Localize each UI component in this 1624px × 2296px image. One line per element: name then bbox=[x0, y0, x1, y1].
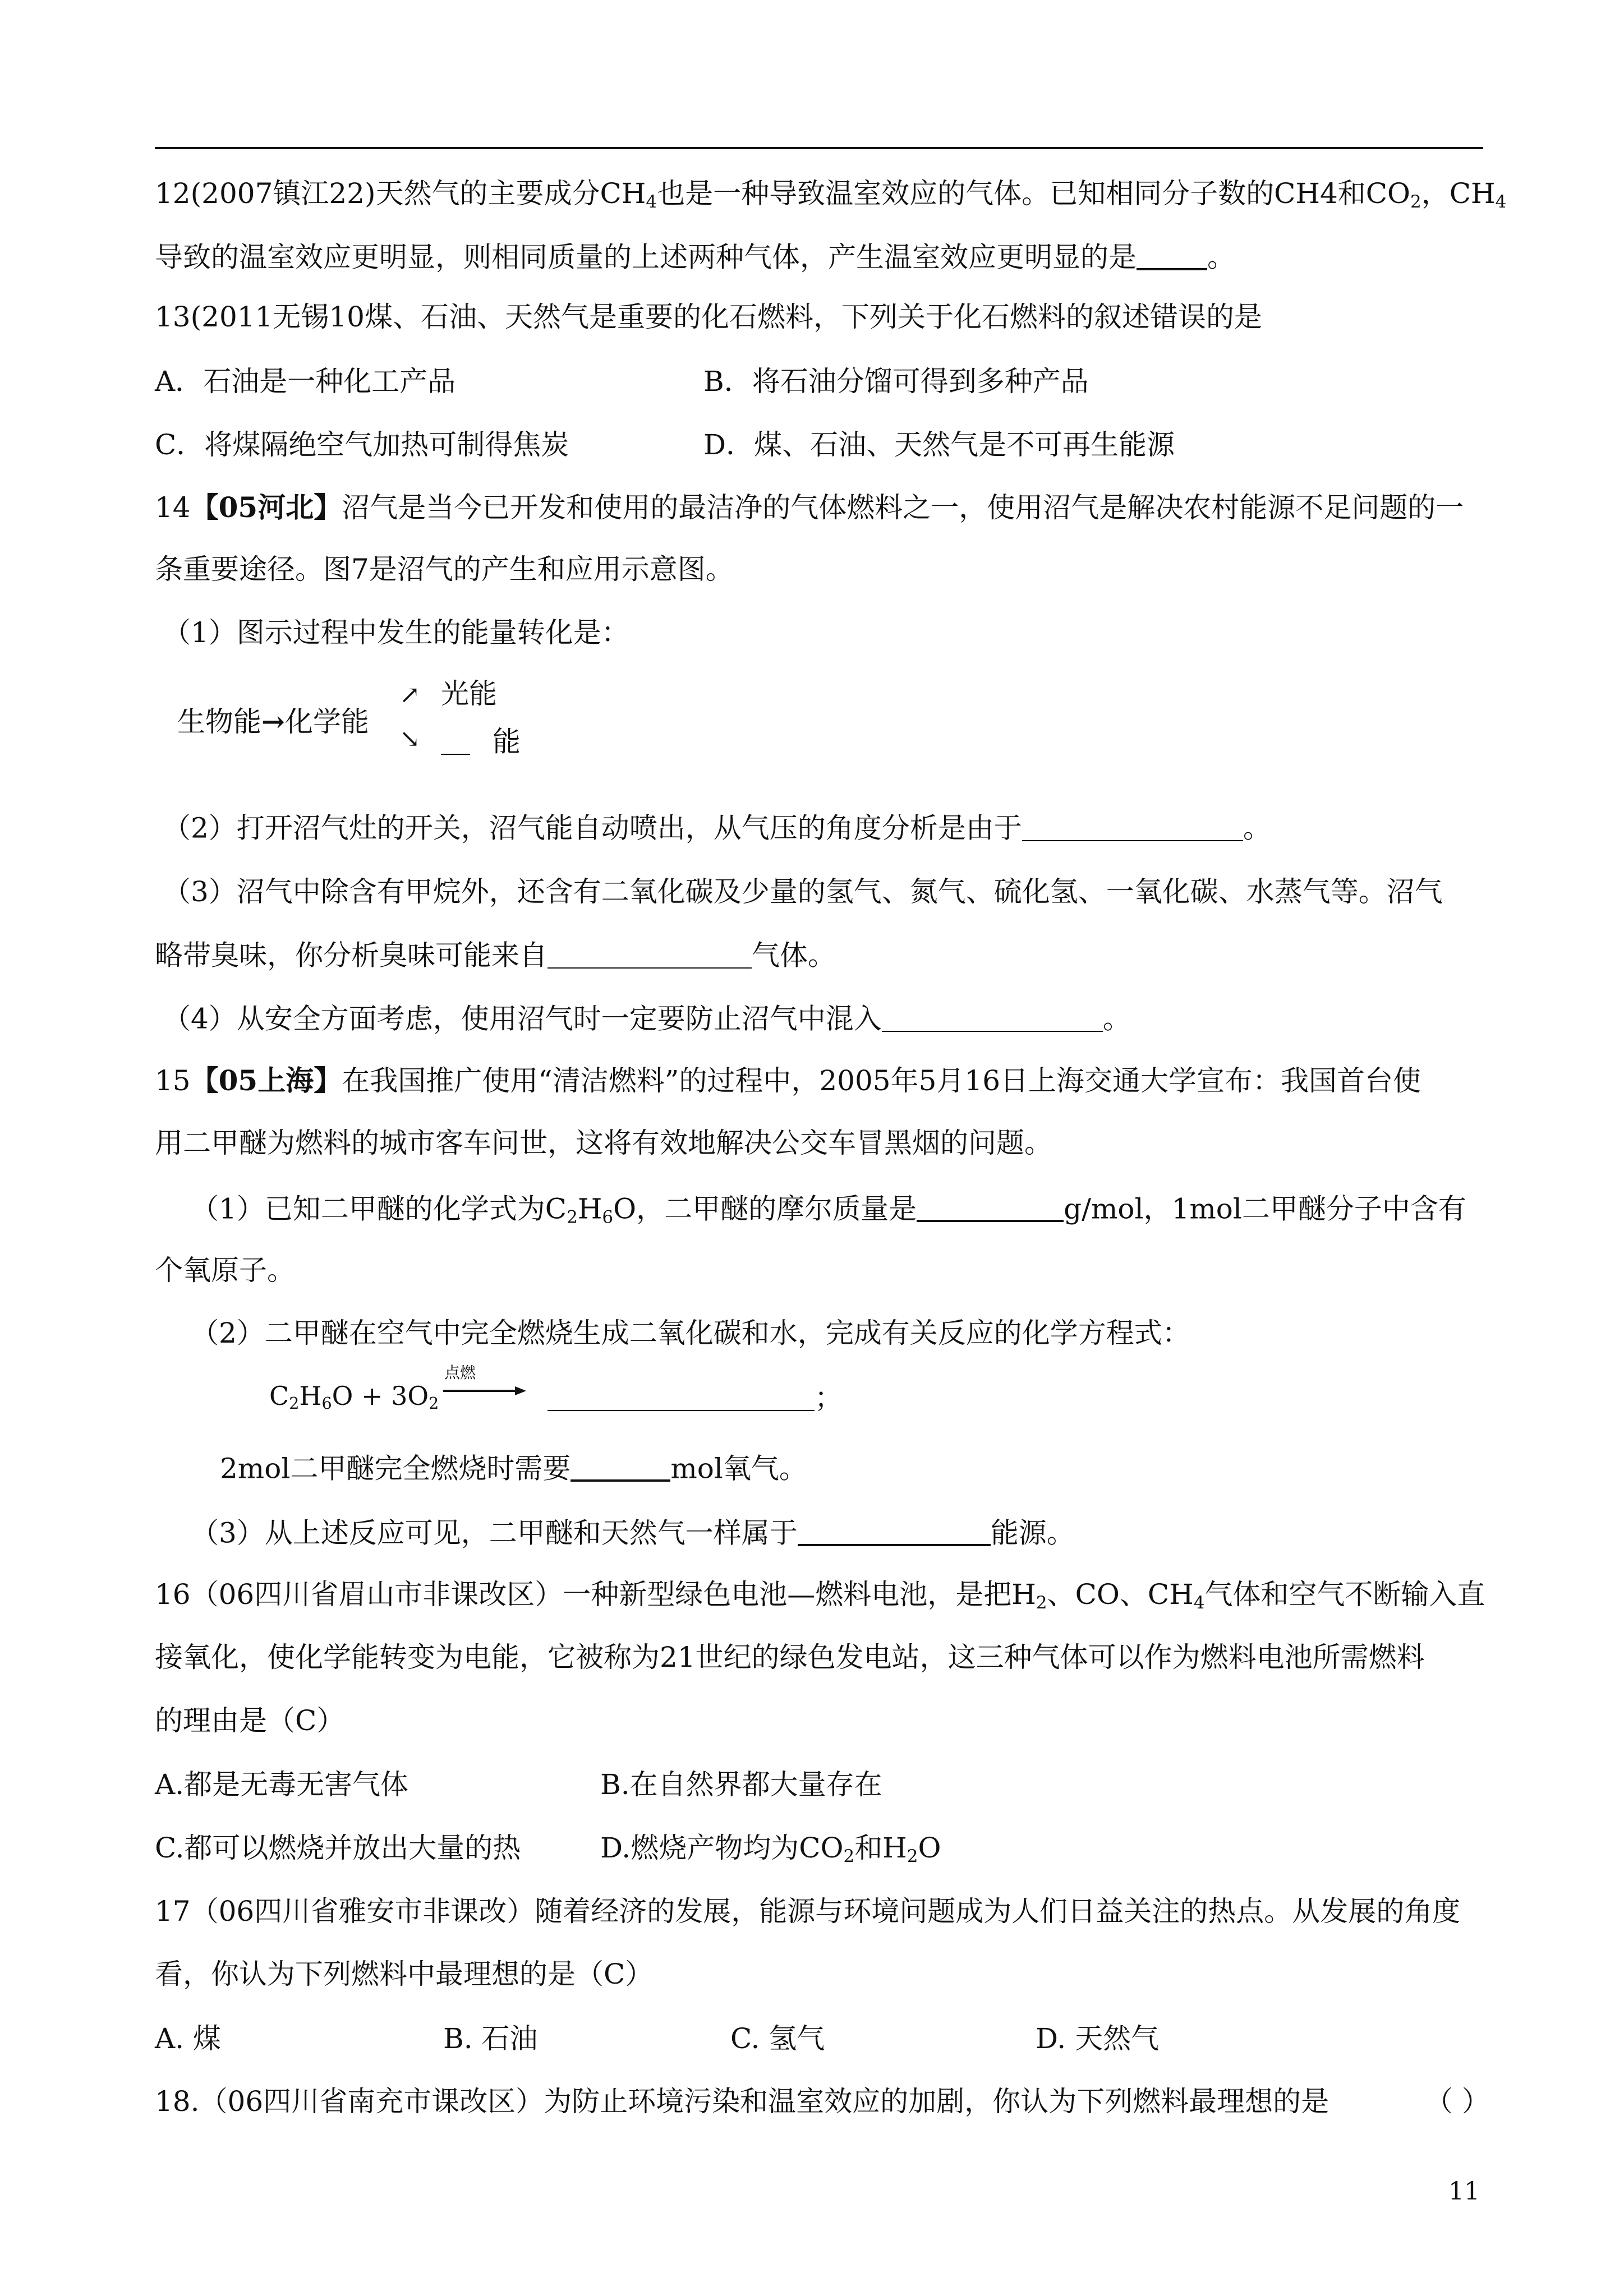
reaction-arrow-icon bbox=[443, 1384, 526, 1398]
answer-blank[interactable] bbox=[798, 1517, 991, 1546]
q17-option-c: C. 氢气 bbox=[730, 2022, 825, 2055]
q17-option-d: D. 天然气 bbox=[1036, 2022, 1160, 2055]
down-right-arrow-icon: ↘ bbox=[399, 725, 420, 753]
q16-option-c: C.都可以燃烧并放出大量的热 bbox=[155, 1832, 521, 1864]
q17-option-b: B. 石油 bbox=[443, 2022, 538, 2055]
q15-source: 【05上海】 bbox=[190, 1064, 342, 1097]
q14-part-4: （4）从安全方面考虑，使用沼气时一定要防止沼气中混入 。 bbox=[163, 1002, 1131, 1035]
q18-answer-bracket: （ ） bbox=[1425, 2085, 1490, 2118]
answer-blank[interactable] bbox=[882, 1004, 1103, 1032]
answer-blank[interactable] bbox=[1022, 813, 1243, 841]
reaction-condition: 点燃 bbox=[444, 1363, 476, 1382]
answer-blank[interactable] bbox=[548, 1383, 815, 1411]
energy-chemical: 化学能 bbox=[284, 706, 369, 738]
q16-line-1: 16（06四川省眉山市非课改区）一种新型绿色电池—燃料电池，是把$H_2$、CO、$CH_4$气体和空气不断输入直 bbox=[155, 1578, 1485, 1613]
q15-part-3: （3）从上述反应可见，二甲醚和天然气一样属于 能源。 bbox=[191, 1516, 1075, 1550]
energy-other: 能 bbox=[441, 727, 521, 756]
answer-blank[interactable] bbox=[1137, 241, 1207, 270]
q12-line-1: 12(2007镇江22)天然气的主要成分$CH_4$也是一种导致温室效应的气体。已知相同分子数的CH4和$CO_2$，$CH_4$ bbox=[155, 177, 1507, 212]
q15-line-1: 15【05上海】在我国推广使用“清洁燃料”的过程中，2005年5月16日上海交通大学宣布：我国首台使 bbox=[155, 1064, 1421, 1097]
q14-part-1: （1）图示过程中发生的能量转化是： bbox=[163, 616, 629, 649]
q15-part-2-cont: 2mol二甲醚完全燃烧时需要 mol氧气。 bbox=[220, 1452, 807, 1485]
q14-line-2: 条重要途径。图7是沼气的产生和应用示意图。 bbox=[155, 553, 734, 585]
q17-option-a: A. 煤 bbox=[155, 2022, 221, 2055]
q16-line-3: 的理由是（C） bbox=[155, 1704, 345, 1737]
q18-stem: 18.（06四川省南充市课改区）为防止环境污染和温室效应的加剧，你认为下列燃料最理想的是 bbox=[155, 2085, 1329, 2118]
q14-part-3: （3）沼气中除含有甲烷外，还含有二氧化碳及少量的氢气、氮气、硫化氢、一氧化碳、水蒸气等。沼气 bbox=[163, 875, 1443, 908]
q16-option-d: D.燃烧产物均为$CO_2$和$H_2O$ bbox=[600, 1832, 941, 1866]
q13-option-c: C．将煤隔绝空气加热可制得焦炭 bbox=[155, 428, 569, 461]
q13-option-a: A．石油是一种化工产品 bbox=[155, 365, 456, 398]
q14-line-1: 14【05河北】沼气是当今已开发和使用的最洁净的气体燃料之一，使用沼气是解决农村能源不足问题的一 bbox=[155, 491, 1464, 524]
q16-option-a: A.都是无毒无害气体 bbox=[155, 1768, 409, 1801]
answer-blank[interactable] bbox=[571, 1453, 670, 1482]
q16-option-b: B.在自然界都大量存在 bbox=[600, 1768, 882, 1801]
header-rule bbox=[155, 147, 1483, 149]
answer-blank[interactable] bbox=[441, 727, 470, 755]
q13-stem: 13(2011无锡10煤、石油、天然气是重要的化石燃料，下列关于化石燃料的叙述错误的是 bbox=[155, 301, 1262, 333]
q14-part-2: （2）打开沼气灶的开关，沼气能自动喷出，从气压的角度分析是由于 。 bbox=[163, 812, 1271, 845]
q13-option-b: B．将石油分馏可得到多种产品 bbox=[703, 365, 1089, 398]
q15-part-1-cont: 个氧原子。 bbox=[155, 1254, 295, 1287]
page-number: 11 bbox=[1448, 2177, 1480, 2206]
q17-line-1: 17（06四川省雅安市非课改）随着经济的发展，能源与环境问题成为人们日益关注的热点。从发展的角度 bbox=[155, 1895, 1461, 1928]
q12-line-2: 导致的温室效应更明显，则相同质量的上述两种气体，产生温室效应更明显的是 。 bbox=[155, 241, 1235, 274]
q15-line-2: 用二甲醚为燃料的城市客车问世，这将有效地解决公交车冒黑烟的问题。 bbox=[155, 1127, 1052, 1159]
answer-blank[interactable] bbox=[917, 1193, 1064, 1222]
energy-light: 光能 bbox=[441, 677, 497, 710]
answer-blank[interactable] bbox=[548, 940, 752, 969]
energy-chain bbox=[177, 705, 369, 738]
reaction-products: ； bbox=[548, 1383, 843, 1412]
reaction-reactants: $C_2H_6O + 3O_2$ bbox=[269, 1381, 439, 1413]
q13-option-d: D．煤、石油、天然气是不可再生能源 bbox=[703, 428, 1175, 461]
energy-biomass: 生物能 bbox=[177, 706, 261, 738]
q15-part-1: （1）已知二甲醚的化学式为$C_2H_6O$，二甲醚的摩尔质量是 g/mol，1mol二甲醚分子中含有 bbox=[191, 1192, 1466, 1228]
q14-part-3-cont: 略带臭味，你分析臭味可能来自 气体。 bbox=[155, 939, 836, 972]
right-arrow-icon: → bbox=[261, 705, 285, 738]
q17-line-2: 看，你认为下列燃料中最理想的是（C） bbox=[155, 1958, 654, 1990]
q15-part-2: （2）二甲醚在空气中完全燃烧生成二氧化碳和水，完成有关反应的化学方程式： bbox=[191, 1317, 1190, 1349]
q14-source: 【05河北】 bbox=[190, 491, 342, 524]
q16-line-2: 接氧化，使化学能转变为电能，它被称为21世纪的绿色发电站，这三种气体可以作为燃料电池所需燃料 bbox=[155, 1641, 1425, 1673]
up-right-arrow-icon: ↗ bbox=[399, 681, 420, 709]
